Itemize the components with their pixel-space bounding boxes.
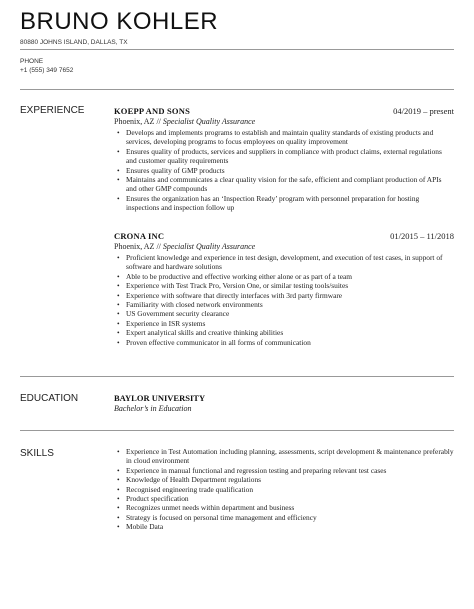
skills-entry — [114, 447, 454, 532]
job-location: Phoenix, AZ // — [114, 117, 163, 126]
phone-label: PHONE — [20, 58, 44, 65]
list-item: • Experience in Test Automation including planning, assessments, script development & maintenance preferably in cloud environment — [126, 447, 454, 466]
list-item: • Ensures quality of products, services and suppliers in compliance with product claims, external regulations and customer quality requirements — [126, 147, 454, 166]
list-item: • Familiarity with closed network environments — [126, 300, 454, 309]
header-divider — [20, 49, 454, 50]
list-item: • Knowledge of Health Department regulations — [126, 475, 454, 484]
company-name: KOEPP AND SONS — [114, 106, 191, 116]
list-item: • Recognizes unmet needs within department and business — [126, 503, 454, 512]
job-title: Specialist Quality Assurance — [162, 242, 256, 251]
list-item: • Proven effective communicator in all forms of communication — [126, 338, 454, 347]
list-item: • Strategy is focused on personal time management and efficiency — [126, 513, 454, 522]
list-item: • Experience in manual functional and regression testing and preparing relevant test cases — [126, 466, 454, 475]
education-heading: EDUCATION — [20, 393, 79, 404]
section-divider — [20, 376, 454, 377]
list-item: • Ensures the organization has an ‘Inspection Ready’ program with personnel preparation for hosting inspections and inspection follow up — [126, 194, 454, 213]
job-bullets — [114, 128, 454, 213]
list-item: • Ensures quality of GMP products — [126, 166, 454, 175]
list-item: • Experience in ISR systems — [126, 319, 454, 328]
job-location: Phoenix, AZ // — [114, 242, 163, 251]
school-name: BAYLOR UNIVERSITY — [114, 393, 206, 403]
job-header — [114, 231, 454, 241]
job-role — [114, 242, 454, 251]
list-item: • US Government security clearance — [126, 309, 454, 318]
phone-number: +1 (555) 349 7652 — [20, 67, 74, 74]
degree: Bachelor’s in Education — [114, 404, 192, 413]
list-item: • Maintains and communicates a clear quality vision for the safe, efficient and compliant production of APIs and other GMP compounds — [126, 175, 454, 194]
skills-heading: SKILLS — [20, 448, 54, 459]
job-role — [114, 117, 454, 126]
job-entry — [114, 106, 454, 213]
list-item: • Product specification — [126, 494, 454, 503]
section-divider — [20, 89, 454, 90]
section-divider — [20, 430, 454, 431]
job-header — [114, 106, 454, 116]
job-title: Specialist Quality Assurance — [162, 117, 256, 126]
list-item: • Experience with software that directly interfaces with 3rd party firmware — [126, 291, 454, 300]
job-dates: 01/2015 – 11/2018 — [390, 231, 454, 241]
list-item: • Proficient knowledge and experience in test design, development, and execution of test cases, in support of software and hardware solutions — [126, 253, 454, 272]
job-dates: 04/2019 – present — [393, 106, 454, 116]
list-item: • Develops and implements programs to establish and maintain quality standards of existing products and services, developing programs to focus employees on quality improvement — [126, 128, 454, 147]
list-item: • Able to be productive and effective working either alone or as part of a team — [126, 272, 454, 281]
job-bullets — [114, 253, 454, 347]
list-item: • Recognised engineering trade qualification — [126, 485, 454, 494]
job-entry — [114, 231, 454, 347]
experience-heading: EXPERIENCE — [20, 105, 85, 116]
address: 80880 JOHNS ISLAND, DALLAS, TX — [20, 39, 128, 46]
skills-list — [114, 447, 454, 532]
list-item: • Experience with Test Track Pro, Version One, or similar testing tools/suites — [126, 281, 454, 290]
list-item: • Mobile Data — [126, 522, 454, 531]
company-name: CRONA INC — [114, 231, 165, 241]
candidate-name: BRUNO KOHLER — [20, 8, 219, 35]
education-entry — [114, 393, 454, 413]
list-item: • Expert analytical skills and creative thinking abilities — [126, 328, 454, 337]
